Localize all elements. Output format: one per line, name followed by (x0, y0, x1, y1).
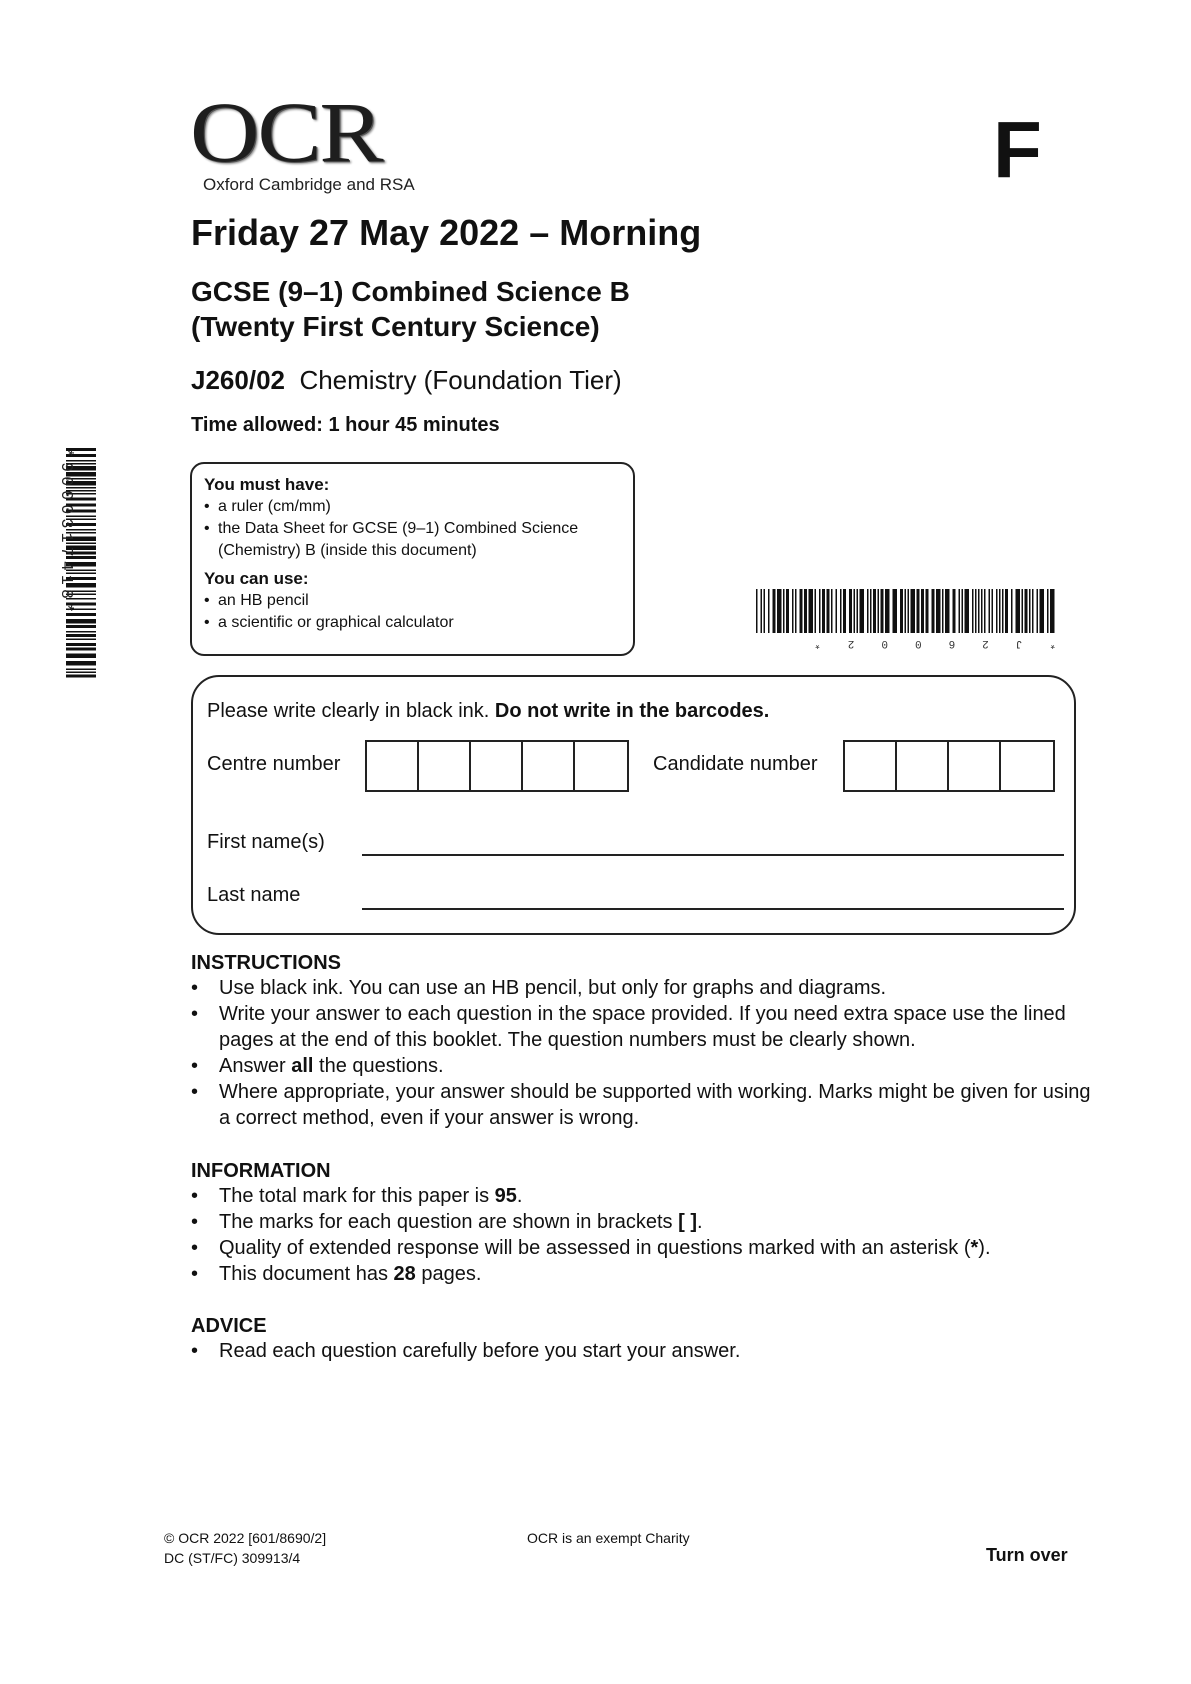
centre-number-label: Centre number (207, 753, 341, 775)
list-item-text: The total mark for this paper is (219, 1185, 495, 1207)
barcode-bar (66, 661, 96, 666)
barcode-bar (783, 589, 785, 633)
barcode-bar (809, 589, 814, 633)
ocr-logo: OCR (190, 84, 382, 180)
list-item (191, 1235, 1091, 1261)
barcode-bar (66, 654, 96, 659)
barcode-bar (860, 589, 865, 633)
logo-tagline: Oxford Cambridge and RSA (203, 175, 415, 194)
list-item-emphasis: all (291, 1055, 314, 1077)
barcode-bar (822, 589, 825, 633)
list-item-text-end: . (697, 1211, 703, 1233)
barcode-bar (849, 589, 852, 633)
barcode-bar (965, 589, 970, 633)
qualification-line-1: GCSE (9–1) Combined Science B (191, 276, 630, 307)
barcode-bar (905, 589, 907, 633)
list-item-text-end: pages. (415, 1263, 482, 1285)
barcode-bar (978, 589, 980, 633)
candidate-number-digit[interactable] (845, 742, 897, 790)
instructions-list (191, 975, 1091, 1131)
barcode-bar (942, 589, 944, 633)
barcode-bar (870, 589, 872, 633)
barcode-bar (66, 643, 96, 646)
barcode-bar (945, 589, 950, 633)
horizontal-barcode-text: *J26002* (787, 637, 1056, 649)
barcode-bar (777, 589, 782, 633)
information-heading: INFORMATION (191, 1160, 331, 1182)
must-have-heading: You must have: (204, 475, 330, 494)
centre-number-digit[interactable] (367, 742, 419, 790)
barcode-bar (815, 589, 817, 633)
document-reference: DC (ST/FC) 309913/4 (164, 1550, 301, 1566)
must-have-item: • a ruler (cm/mm) (204, 496, 623, 518)
paper-title: Chemistry (Foundation Tier) (299, 365, 622, 395)
list-item-text-end: ). (978, 1237, 991, 1259)
list-item-emphasis: 28 (393, 1263, 416, 1285)
can-use-item: • a scientific or graphical calculator (204, 612, 623, 634)
barcode-bar (999, 589, 1001, 633)
barcode-bar (840, 589, 842, 633)
list-item-emphasis: 95 (494, 1185, 517, 1207)
barcode-bar (926, 589, 929, 633)
barcode-bar (761, 589, 763, 633)
paper-code: J260/02 (191, 365, 285, 395)
advice-list (191, 1338, 1091, 1364)
barcode-bar (1037, 589, 1039, 633)
paper-line (191, 365, 622, 396)
barcode-bar (795, 589, 797, 633)
first-name-label: First name(s) (207, 831, 325, 853)
write-note-text: Please write clearly in black ink. (207, 700, 495, 722)
vertical-barcode-text: *9000317418* (57, 448, 76, 618)
advice-section (191, 1315, 1091, 1364)
barcode-bar (1016, 589, 1021, 633)
barcode-bar (867, 589, 869, 633)
list-item (191, 1001, 1091, 1053)
barcode-bar (917, 589, 920, 633)
barcode-bar (1025, 589, 1028, 633)
can-use-list (204, 590, 623, 634)
barcode-bar (768, 589, 770, 633)
copyright-text: © OCR 2022 [601/8690/2] (164, 1530, 327, 1546)
barcode-bar (66, 625, 96, 628)
information-section (191, 1160, 1091, 1287)
barcode-bar (836, 589, 838, 633)
barcode-bar (989, 589, 991, 633)
barcode-bar (873, 589, 876, 633)
must-have-item: • the Data Sheet for GCSE (9–1) Combined Science (Chemistry) B (inside this document) (204, 518, 623, 562)
barcode-bar (66, 669, 96, 671)
list-item-text: Quality of extended response will be assessed in questions marked with an asterisk ( (219, 1237, 971, 1259)
list-item-emphasis: [ ] (678, 1211, 698, 1233)
barcode-bar (66, 619, 96, 624)
barcode-bar (984, 589, 986, 633)
vertical-barcode (54, 448, 98, 678)
barcode-bar (911, 589, 916, 633)
barcode-bar (1047, 589, 1049, 633)
barcode-bar (885, 589, 890, 633)
centre-number-digit[interactable] (419, 742, 471, 790)
barcode-bar (1050, 589, 1055, 633)
barcode-bar (66, 672, 96, 674)
barcode-bar (893, 589, 898, 633)
barcode-bar (1040, 589, 1045, 633)
barcode-bar (66, 631, 96, 633)
barcode-bar (843, 589, 846, 633)
candidate-number-field[interactable] (843, 740, 1055, 792)
barcode-bar (854, 589, 856, 633)
barcode-bar (857, 589, 859, 633)
barcode-bar (764, 589, 766, 633)
barcode-bar (921, 589, 924, 633)
list-item (191, 975, 1091, 1001)
barcode-bar (804, 589, 807, 633)
last-name-field[interactable] (362, 908, 1064, 910)
barcode-bar (1002, 589, 1004, 633)
write-note (207, 700, 769, 723)
barcode-bar (66, 634, 96, 637)
qualification-title (191, 274, 630, 344)
information-list (191, 1183, 1091, 1287)
barcode-bar (66, 648, 96, 651)
list-item-text: The marks for each question are shown in brackets (219, 1211, 679, 1233)
list-item-text: Read each question carefully before you start your answer. (219, 1340, 741, 1362)
barcode-bar (66, 639, 96, 641)
charity-note: OCR is an exempt Charity (527, 1530, 690, 1546)
list-item (191, 1338, 1091, 1364)
must-have-list (204, 496, 623, 562)
candidate-number-digit[interactable] (949, 742, 1001, 790)
barcode-bar (936, 589, 941, 633)
barcode-bar (953, 589, 956, 633)
can-use-heading: You can use: (204, 569, 309, 588)
barcode-bar (773, 589, 776, 633)
barcode-bar (992, 589, 994, 633)
write-note-bold: Do not write in the barcodes. (494, 700, 770, 722)
barcode-bar (981, 589, 983, 633)
barcode-bar (996, 589, 998, 633)
centre-number-field[interactable] (365, 740, 629, 792)
equipment-box (190, 462, 635, 656)
candidate-number-label: Candidate number (653, 753, 818, 775)
barcode-bar (1011, 589, 1013, 633)
list-item (191, 1079, 1091, 1131)
can-use-item: • an HB pencil (204, 590, 623, 612)
list-item-text: Where appropriate, your answer should be supported with working. Marks might be given for using a correct method, even if your answer is wrong. (219, 1081, 1091, 1129)
list-item-text: This document has (219, 1263, 394, 1285)
barcode-bar (878, 589, 880, 633)
candidate-number-digit[interactable] (897, 742, 949, 790)
qualification-line-2: (Twenty First Century Science) (191, 311, 600, 342)
barcode-bar (972, 589, 974, 633)
barcode-bar (962, 589, 964, 633)
time-allowed: Time allowed: 1 hour 45 minutes (191, 414, 500, 436)
list-item (191, 1209, 1091, 1235)
barcode-bar (792, 589, 794, 633)
centre-number-digit[interactable] (471, 742, 523, 790)
exam-date: Friday 27 May 2022 – Morning (191, 212, 702, 253)
first-name-field[interactable] (362, 854, 1064, 856)
list-item-text-end: . (516, 1185, 523, 1207)
barcode-bar (831, 589, 833, 633)
turn-over-label: Turn over (986, 1545, 1068, 1565)
horizontal-barcode (756, 589, 1056, 649)
barcode-bar (66, 675, 96, 678)
barcode-bar (1032, 589, 1034, 633)
instructions-heading: INSTRUCTIONS (191, 952, 341, 974)
barcode-bar (756, 589, 758, 633)
tier-letter: F (993, 105, 1042, 194)
footer-left (164, 1528, 326, 1568)
last-name-label: Last name (207, 884, 301, 906)
barcode-bar (800, 589, 803, 633)
list-item-text: Write your answer to each question in the space provided. If you need extra space use the lined pages at the end of this booklet. The question numbers must be clearly shown. (219, 1003, 1066, 1051)
barcode-bar (959, 589, 961, 633)
list-item-emphasis: * (970, 1237, 979, 1259)
barcode-bar (819, 589, 821, 633)
barcode-bar (975, 589, 977, 633)
barcode-bar (881, 589, 884, 633)
barcode-bar (1029, 589, 1031, 633)
barcode-bar (1022, 589, 1024, 633)
centre-number-digit[interactable] (523, 742, 575, 790)
barcode-bar (1005, 589, 1008, 633)
list-item-text-end: the questions. (313, 1055, 444, 1077)
barcode-bar (900, 589, 903, 633)
horizontal-barcode-bars (756, 589, 1055, 633)
advice-heading: ADVICE (191, 1315, 267, 1337)
list-item-text: Use black ink. You can use an HB pencil, but only for graphs and diagrams. (219, 977, 887, 999)
barcode-bar (908, 589, 910, 633)
instructions-section (191, 952, 1091, 1131)
barcode-bar (827, 589, 830, 633)
barcode-bar (786, 589, 789, 633)
list-item (191, 1261, 1091, 1287)
list-item-text: Answer (219, 1055, 292, 1077)
list-item (191, 1183, 1091, 1209)
candidate-number-digit[interactable] (1001, 742, 1053, 790)
list-item (191, 1053, 1091, 1079)
centre-number-digit[interactable] (575, 742, 627, 790)
barcode-bar (932, 589, 935, 633)
